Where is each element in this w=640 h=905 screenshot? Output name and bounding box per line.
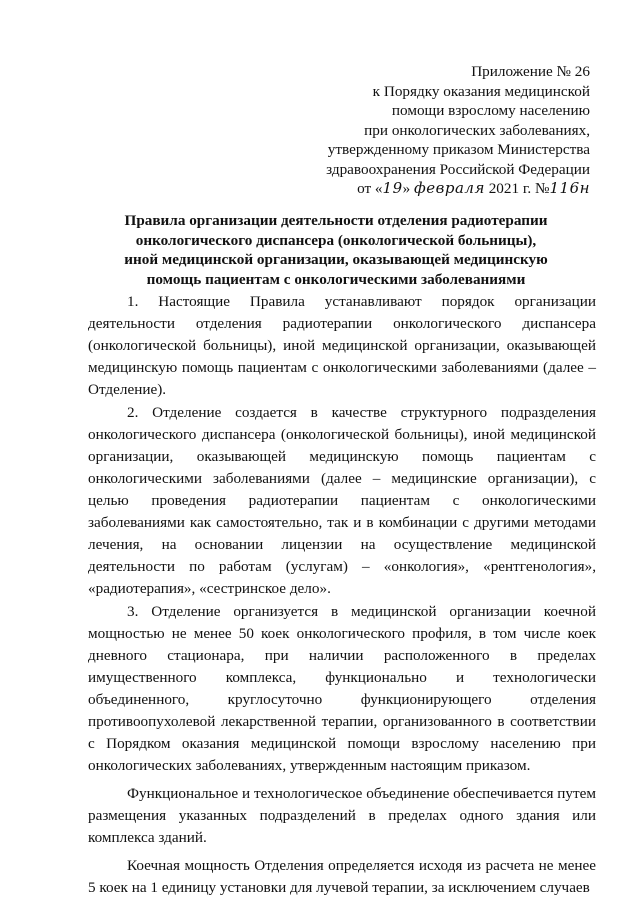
paragraph-2: 2. Отделение создается в качестве структурного подразделения онкологического диспансера (онкологической больницы), иной медицинской организации, оказывающей медицинскую помощь пациентам с онкологическими заболеваниями (далее – медицинские организации), с целью проведения радиотерапии пациентам с онкологическими заболеваниями как самостоятельно, так и в комбинации с другими методами лечения, на основании лицензии на осуществление медицинской деятельности по работам (услугам) – «онкология», «рентгенология», «радиотерапия», «сестринское дело».	[88, 404, 596, 597]
order-date-line	[0, 179, 590, 199]
appendix-header-line: утвержденному приказом Министерства	[327, 141, 590, 158]
appendix-header-line: к Порядку оказания медицинской	[372, 82, 590, 100]
title-line: Правила организации деятельности отделения радиотерапии	[124, 212, 548, 229]
appendix-number: Приложение № 26	[471, 63, 590, 80]
handwritten-order-number: 116н	[549, 179, 590, 197]
title-line: помощь пациентам с онкологическими заболеваниями	[146, 270, 526, 288]
handwritten-month: февраля	[414, 179, 485, 197]
paragraph-1: 1. Настоящие Правила устанавливают порядок организации деятельности отделения радиотерапии онкологического диспансера (онкологической больницы), иной медицинской организации, оказывающей медицинскую помощь пациентам с онкологическими заболеваниями (далее – Отделение).	[88, 293, 596, 398]
paragraph-functional-merge: Функциональное и технологическое объединение обеспечивается путем размещения указанных подразделений в пределах одного здания или комплекса зданий.	[88, 785, 596, 846]
document-body	[88, 291, 596, 900]
appendix-header-line: здравоохранения Российской Федерации	[326, 160, 590, 178]
document-title	[100, 211, 572, 289]
appendix-header	[0, 62, 590, 199]
appendix-header-line: помощи взрослому населению	[391, 102, 590, 119]
appendix-header-line: при онкологических заболеваниях,	[364, 121, 590, 139]
paragraph-bed-capacity: Коечная мощность Отделения определяется исходя из расчета не менее 5 коек на 1 единицу установки для лучевой терапии, за исключением случаев	[88, 857, 596, 896]
paragraph-3: 3. Отделение организуется в медицинской организации коечной мощностью не менее 50 коек онкологического профиля, в том числе коек дневного стационара, при наличии расположенного в пределах имущественного комплекса, функционально и технологически объединенного, круглосуточно функционирующего отделения противоопухолевой лекарственной терапии, организованного в соответствии с Порядком оказания медицинской помощи взрослому населению при онкологических заболеваниях, утвержденным настоящим приказом.	[88, 603, 596, 774]
date-prefix: от «	[357, 180, 383, 197]
title-line: онкологического диспансера (онкологической больницы),	[135, 231, 537, 249]
date-year: 2021 г. №	[484, 180, 550, 197]
title-line: иной медицинской организации, оказывающей медицинскую	[124, 251, 548, 268]
handwritten-day: 19	[382, 179, 403, 197]
date-separator: »	[402, 180, 415, 197]
